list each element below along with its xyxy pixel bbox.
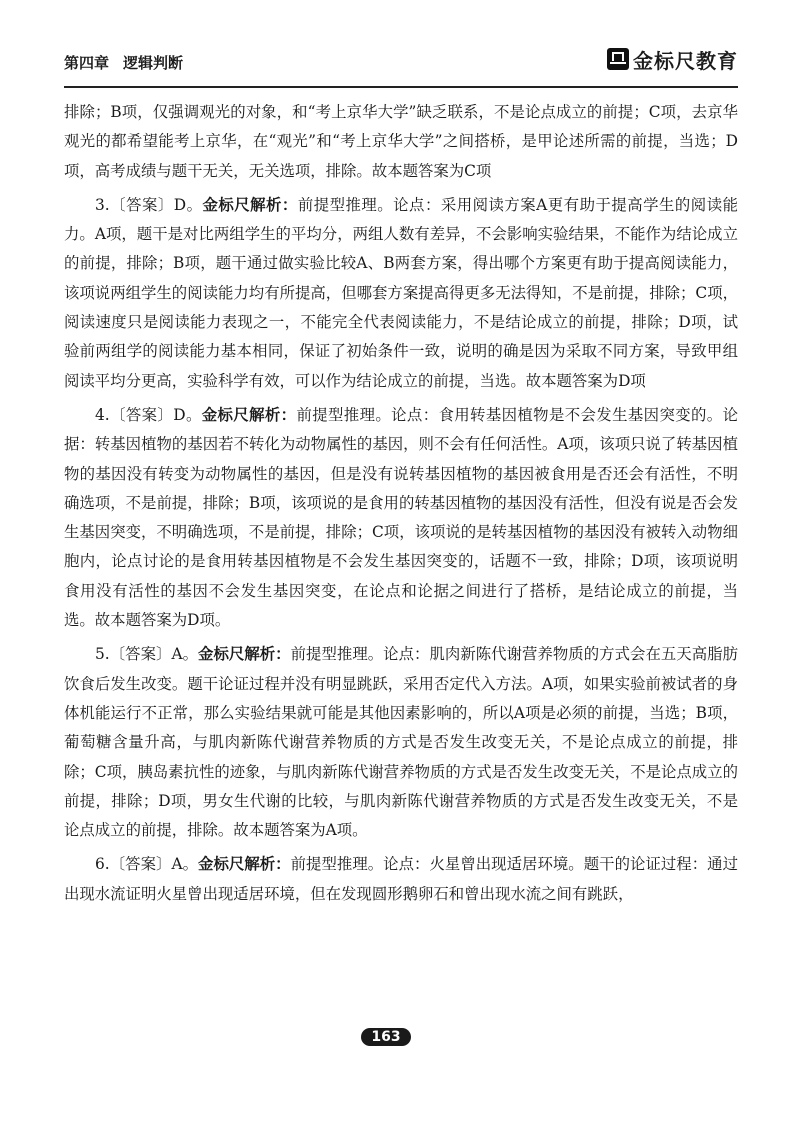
page-number-badge: 163: [361, 1028, 410, 1046]
analysis-label: 金标尺解析：: [202, 195, 298, 214]
analysis-label: 金标尺解析：: [198, 855, 291, 874]
question-number: 3.: [95, 195, 110, 214]
header-divider: [64, 86, 738, 88]
brand-logo: [607, 46, 738, 72]
analysis-text: 前提型推理。论点：火星曾出现适居环境。题干的论证过程：通过出现水流证明火星曾出现适居环境，但在发现圆形鹅卵石和曾出现水流之间有跳跃，: [64, 855, 738, 903]
answer-label: 〔答案〕: [109, 855, 172, 874]
page-header: [64, 46, 738, 82]
answer-value: D。: [173, 195, 203, 214]
page-body: [64, 98, 738, 909]
answer-label: 〔答案〕: [109, 405, 174, 424]
answer-paragraph-3: [64, 191, 738, 396]
analysis-text: 前提型推理。论点：肌肉新陈代谢营养物质的方式会在五天高脂肪饮食后发生改变。题干论证过程并没有明显跳跃，采用否定代入方法。A项，如果实验前被试者的身体机能运行不正常，那么实验结果就可能是其他因素影响的，所以A项是必须的前提，当选；B项，葡萄糖含量升高，与肌肉新陈代谢营养物质的方式是否发生改变无关，不是论点成立的前提，排除；C项，胰岛素抗性的迹象，与肌肉新陈代谢营养物质的方式是否发生改变无关，不是论点成立的前提，排除；D项，男女生代谢的比较，与肌肉新陈代谢营养物质的方式是否发生改变无关，不是论点成立的前提，排除。故本题答案为A项。: [64, 645, 738, 840]
question-number: 4.: [95, 405, 110, 424]
brand-name: 金标尺教育: [633, 48, 738, 73]
answer-paragraph-5: [64, 640, 738, 845]
answer-label: 〔答案〕: [109, 195, 174, 214]
paragraph-continued: 排除；B项，仅强调观光的对象，和“考上京华大学”缺乏联系，不是论点成立的前提；C项，去京华观光的都希望能考上京华，在“观光”和“考上京华大学”之间搭桥，是甲论述所需的前提，当选；D项，高考成绩与题干无关，无关选项，排除。故本题答案为C项: [64, 103, 738, 180]
answer-value: D。: [173, 405, 202, 424]
answer-label: 〔答案〕: [109, 645, 172, 664]
page-number: [354, 1025, 418, 1049]
question-number: 5.: [95, 645, 110, 664]
analysis-text: 前提型推理。论点：食用转基因植物是不会发生基因突变的。论据：转基因植物的基因若不转化为动物属性的基因，则不会有任何活性。A项，该项只说了转基因植物的基因没有转变为动物属性的基因，但是没有说转基因植物的基因被食用是否还会有活性，不明确选项，不是前提，排除；B项，该项说的是食用的转基因植物的基因没有活性，但没有说是否会发生基因突变，不明确选项，不是前提，排除；C项，该项说的是转基因植物的基因没有被转入动物细胞内，论点讨论的是食用转基因植物是不会发生基因突变的，话题不一致，排除；D项，该项说明食用没有活性的基因不会发生基因突变，在论点和论据之间进行了搭桥，是结论成立的前提，当选。故本题答案为D项。: [64, 405, 738, 630]
answer-paragraph-4: [64, 401, 738, 635]
question-number: 6.: [95, 855, 110, 874]
chapter-heading: [64, 52, 183, 73]
answer-paragraph-6: [64, 850, 738, 909]
chapter-number: 第四章: [64, 54, 110, 72]
analysis-label: 金标尺解析：: [201, 405, 297, 424]
analysis-text: 前提型推理。论点：采用阅读方案A更有助于提高学生的阅读能力。A项，题干是对比两组学生的平均分，两组人数有差异，不会影响实验结果，不能作为结论成立的前提，排除；B项，题干通过做实验比较A、B两套方案，得出哪个方案更有助于提高阅读能力，该项说两组学生的阅读能力均有所提高，但哪套方案提高得更多无法得知，不是前提，排除；C项，阅读速度只是阅读能力表现之一，不能完全代表阅读能力，不是结论成立的前提，排除；D项，试验前两组学的阅读能力基本相同，保证了初始条件一致，说明的确是因为采取不同方案，导致甲组阅读平均分更高，实验科学有效，可以作为结论成立的前提，当选。故本题答案为D项: [64, 195, 738, 390]
brand-mark-icon: [607, 48, 629, 70]
answer-value: A。: [171, 645, 199, 664]
answer-value: A。: [171, 855, 199, 874]
analysis-label: 金标尺解析：: [198, 645, 291, 664]
chapter-title: 逻辑判断: [123, 54, 184, 72]
